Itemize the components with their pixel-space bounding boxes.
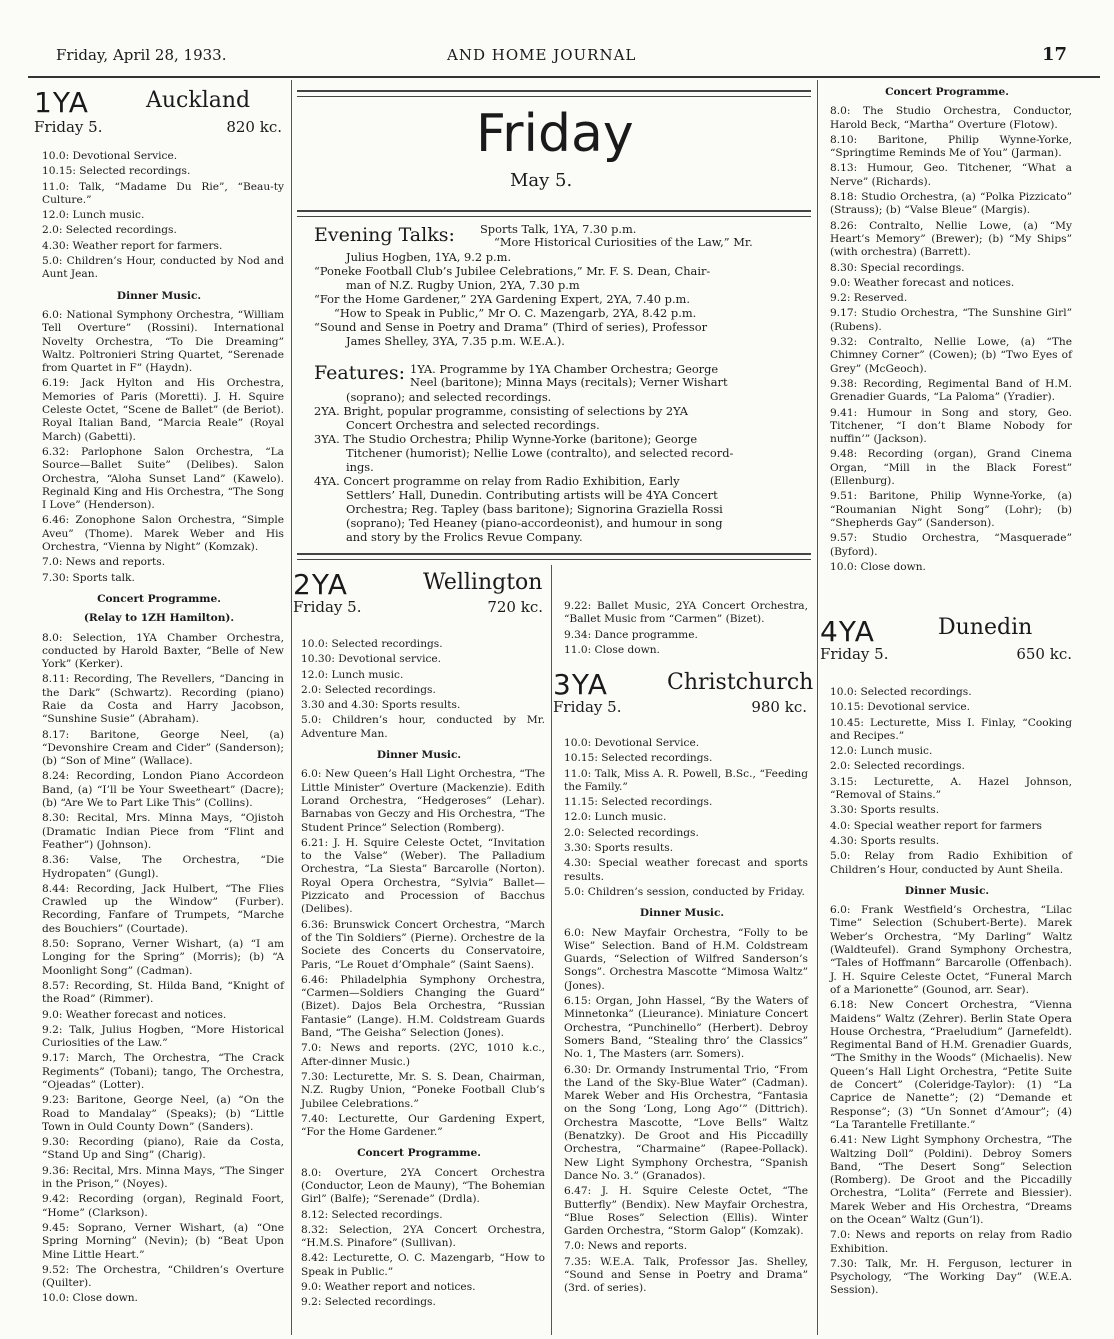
list-1ya-day xyxy=(34,150,284,282)
programme-item: 9.38: Recording, Regimental Band of H.M. Grenadier Guards, “La Paloma” (Yradier). xyxy=(830,377,1072,404)
section-title: Dinner Music. xyxy=(904,884,990,897)
programme-item: 5.0: Children’s session, conducted by Friday. xyxy=(564,885,805,898)
column-rule xyxy=(817,80,818,1335)
station-4ya-heading xyxy=(820,615,1072,671)
programme-item: 7.30: Lecturette, Mr. S. S. Dean, Chairman, N.Z. Rugby Union, “Poneke Football Club’s Jubilee Celebrations.” xyxy=(301,1070,545,1110)
programme-item: 8.17: Baritone, George Neel, (a) “Devonshire Cream and Cider” (Sanderson); (b) “Son of Mine” (Wallace). xyxy=(42,728,284,768)
station-frequency: 820 kc. xyxy=(226,118,282,136)
programme-item: 8.11: Recording, The Revellers, “Dancing in the Dark” (Schwartz). Recording (piano) Raie da Costa and Harry Jacobson, “Sunshine Susie” (Abraham). xyxy=(42,673,284,726)
column-3ya xyxy=(556,737,808,1298)
programme-item: 3.30: Sports results. xyxy=(564,842,674,855)
feature-line: Titchener (humorist); Nellie Lowe (contralto), and selected record- xyxy=(346,446,734,460)
programme-item: 8.0: The Studio Orchestra, Conductor, Harold Beck, “Martha” Overture (Flotow). xyxy=(830,105,1072,131)
list-4ya-dinner xyxy=(822,904,1072,1298)
programme-item: 12.0: Lunch music. xyxy=(830,745,933,758)
programme-item: 5.0: Children’s Hour, conducted by Nod and Aunt Jean. xyxy=(42,255,284,281)
feature-line: 3YA. The Studio Orchestra; Philip Wynne-Yorke (baritone); George xyxy=(314,432,698,446)
station-city: Christchurch xyxy=(667,670,814,695)
programme-item: 3.15: Lecturette, A. Hazel Johnson, “Removal of Stains.” xyxy=(830,775,1072,802)
section-title: Dinner Music. xyxy=(376,749,462,762)
talk-line: “For the Home Gardener,” 2YA Gardening Expert, 2YA, 7.40 p.m. xyxy=(314,292,690,306)
list-2ya-day xyxy=(293,638,545,741)
programme-item: 2.0: Selected recordings. xyxy=(830,760,965,773)
programme-item: 8.10: Baritone, Philip Wynne-Yorke, “Springtime Reminds Me of You” (Jarman). xyxy=(830,133,1072,160)
programme-item: 9.17: Studio Orchestra, “The Sunshine Girl” (Rubens). xyxy=(830,307,1072,333)
programme-item: 12.0: Lunch music. xyxy=(42,209,145,222)
programme-item: 8.50: Soprano, Verner Wishart, (a) “I am Longing for the Spring” (Morris); (b) “A Moonlight Song” (Cadman). xyxy=(42,938,284,977)
talk-line: “More Historical Curiosities of the Law,” Mr. xyxy=(494,235,753,249)
programme-item: 4.30: Sports results. xyxy=(830,834,940,847)
talk-line: man of N.Z. Rugby Union, 2YA, 7.30 p.m xyxy=(346,278,580,292)
station-day: Friday 5. xyxy=(34,118,103,136)
station-frequency: 650 kc. xyxy=(1016,645,1072,663)
feature-line: Settlers’ Hall, Dunedin. Contributing artists will be 4YA Concert xyxy=(346,488,718,502)
talk-line: Sports Talk, 1YA, 7.30 p.m. xyxy=(480,222,637,236)
programme-item: 10.30: Devotional service. xyxy=(301,653,442,666)
programme-item: 10.0: Devotional Service. xyxy=(564,737,700,749)
programme-item: 9.41: Humour in Song and story, Geo. Titchener, “I don’t Blame Nobody for nuffin’” (Jackson). xyxy=(830,406,1072,446)
station-frequency: 720 kc. xyxy=(487,598,543,616)
header-rule xyxy=(28,76,1100,78)
programme-item: 8.57: Recording, St. Hilda Band, “Knight of the Road” (Rimmer). xyxy=(42,979,284,1006)
station-city: Dunedin xyxy=(938,615,1033,640)
programme-item: 5.0: Children’s hour, conducted by Mr. Adventure Man. xyxy=(301,714,545,740)
programme-item: 6.0: Frank Westfield’s Orchestra, “Lilac Time” Selection (Schubert-Berte). Marek Weber’s Orchestra, “My Darling” Waltz (Waldteufel). Grand Symphony Orchestra, “Tales of Hoffmann” Barcarolle (Offenbach). J. H. Squire Celeste Octet, “Funeral March of a Marionette” (Gounod, arr. Sear). xyxy=(830,904,1072,996)
programme-item: 6.0: New Mayfair Orchestra, “Folly to be Wise” Selection. Band of H.M. Coldstream Guards, “Selection of Wilfred Sanderson’s Songs”. Orchestra Mascotte “Mimosa Waltz” (Jones). xyxy=(564,926,808,992)
programme-item: 9.30: Recording (piano), Raie da Costa, “Stand Up and Sing” (Charig). xyxy=(42,1136,284,1162)
programme-item: 7.0: News and reports. xyxy=(564,1240,688,1253)
feature-line: (soprano); and selected recordings. xyxy=(346,390,552,404)
feature-line: 4YA. Concert programme on relay from Radio Exhibition, Early xyxy=(314,474,680,488)
station-call-sign: 2YA xyxy=(293,568,348,601)
programme-item: 10.0: Close down. xyxy=(42,1292,138,1305)
programme-item: 5.0: Relay from Radio Exhibition of Children’s Hour, conducted by Aunt Sheila. xyxy=(830,850,1072,876)
banner-rule-bottom xyxy=(297,210,811,217)
programme-item: 8.0: Overture, 2YA Concert Orchestra (Conductor, Leon de Mauny), “The Bohemian Girl” (Balfe); “Serenade” (Drdla). xyxy=(301,1166,545,1206)
banner-date: May 5. xyxy=(510,170,573,191)
programme-item: 9.32: Contralto, Nellie Lowe, (a) “The Chimney Corner” (Cowen); (b) “Two Eyes of Grey” (McGeoch). xyxy=(830,336,1072,375)
programme-item: 6.32: Parlophone Salon Orchestra, “La Source—Ballet Suite” (Delibes). Salon Orchestra, “Aloha Sunset Land” (Kawelo). Reginald King and His Orchestra, “The Song I Love” (Henderson). xyxy=(42,445,284,512)
programme-item: 8.30: Special recordings. xyxy=(830,261,965,274)
column-3ya-concert xyxy=(822,86,1072,576)
section-title: Concert Programme. xyxy=(97,592,221,605)
programme-item: 9.57: Studio Orchestra, “Masquerade” (Byford). xyxy=(830,532,1072,558)
programme-item: 9.0: Weather report and notices. xyxy=(301,1281,476,1294)
programme-item: 6.47: J. H. Squire Celeste Octet, “The Butterfly” (Bendix). New Mayfair Orchestra, “Blue Roses” Selection (Ellis). Winter Garden Orchestra, “Storm Galop” (Komzak). xyxy=(564,1185,808,1238)
programme-item: 7.0: News and reports. (2YC, 1010 k.c., After-dinner Music.) xyxy=(301,1042,545,1068)
programme-item: 8.0: Selection, 1YA Chamber Orchestra, conducted by Harold Baxter, “Belle of New York” (Kerker). xyxy=(42,631,284,671)
feature-line: 1YA. Programme by 1YA Chamber Orchestra; George xyxy=(410,362,719,376)
programme-item: 9.22: Ballet Music, 2YA Concert Orchestra, “Ballet Music from “Carmen” (Bizet). xyxy=(564,600,808,626)
programme-item: 10.0: Devotional Service. xyxy=(42,150,178,162)
programme-item: 8.12: Selected recordings. xyxy=(301,1208,443,1221)
programme-item: 11.15: Selected recordings. xyxy=(564,796,713,809)
feature-line: 2YA. Bright, popular programme, consisting of selections by 2YA xyxy=(314,404,688,418)
programme-item: 9.42: Recording (organ), Reginald Foort, “Home” (Clarkson). xyxy=(42,1193,284,1219)
column-rule xyxy=(551,565,552,1335)
programme-item: 9.0: Weather forecast and notices. xyxy=(42,1008,227,1021)
talk-line: “Poneke Football Club’s Jubilee Celebrations,” Mr. F. S. Dean, Chair- xyxy=(314,264,711,278)
programme-item: 9.51: Baritone, Philip Wynne-Yorke, (a) “Roumanian Night Song” (Lohr); (b) “Shepherds Gay” (Sanderson). xyxy=(830,490,1072,529)
banner-title: Friday xyxy=(476,104,634,164)
programme-item: 10.15: Devotional service. xyxy=(830,701,971,714)
section-title: Concert Programme. xyxy=(885,86,1009,98)
station-3ya-heading xyxy=(553,668,814,724)
programme-item: 6.19: Jack Hylton and His Orchestra, Memories of Paris (Moretti). J. H. Squire Celeste Octet, “Scene de Ballet” (de Beriot). Royal Italian Band, “Marcia Reale” (Royal March) (Gabetti). xyxy=(42,377,284,443)
programme-item: 11.0: Talk, Miss A. R. Powell, B.Sc., “Feeding the Family.” xyxy=(564,767,808,793)
programme-item: 7.0: News and reports on relay from Radio Exhibition. xyxy=(830,1229,1072,1255)
programme-item: 8.26: Contralto, Nellie Lowe, (a) “My Heart’s Memory” (Brewer); (b) “My Ships” (with orchestra) (Barrett). xyxy=(830,219,1072,259)
programme-item: 8.24: Recording, London Piano Accordeon Band, (a) “I’ll be Your Sweetheart” (Dacre); (b) “Are We to Part Like This” (Collins). xyxy=(42,770,284,810)
programme-item: 4.30: Weather report for farmers. xyxy=(42,239,223,252)
talk-line: James Shelley, 3YA, 7.35 p.m. W.E.A.). xyxy=(346,334,565,348)
publication-title: AND HOME JOURNAL xyxy=(447,46,637,64)
programme-item: 9.17: March, The Orchestra, “The Crack Regiments” (Tobani); tango, The Orchestra, “Ojeadas” (Lotter). xyxy=(42,1052,284,1091)
column-2ya xyxy=(293,638,545,1312)
programme-item: 9.2: Talk, Julius Hogben, “More Historical Curiosities of the Law.” xyxy=(42,1023,284,1050)
station-1ya-heading xyxy=(34,86,282,142)
station-city: Auckland xyxy=(146,88,251,113)
list-2ya-cont xyxy=(556,600,808,657)
programme-item: 7.30: Talk, Mr. H. Ferguson, lecturer in Psychology, “The Working Day” (W.E.A. Session). xyxy=(830,1257,1072,1297)
programme-item: 7.40: Lecturette, Our Gardening Expert, “For the Home Gardener.” xyxy=(301,1112,545,1139)
programme-item: 11.0: Talk, “Madame Du Rie”, “Beau-ty Culture.” xyxy=(42,180,284,206)
programme-item: 6.18: New Concert Orchestra, “Vienna Maidens” Waltz (Zehrer). Berlin State Opera House Orchestra, “Praeludium” (Jarnefeldt). Regimental Band of H.M. Grenadier Guards, “The Smithy in the Woods” (Michaelis). New Queen’s Hall Light Orchestra, “Petite Suite de Concert” (Coleridge-Taylor): (1) “La Caprice de Nanette”; (2) “Demande et Response”; (3) “Un Sonnet d’Amour”; (4) “La Tarantelle Fretillante.” xyxy=(830,999,1072,1131)
station-day: Friday 5. xyxy=(820,645,889,663)
page-header xyxy=(0,0,1114,72)
list-1ya-dinner xyxy=(34,309,284,585)
station-call-sign: 1YA xyxy=(34,86,89,119)
programme-item: 9.23: Baritone, George Neel, (a) “On the Road to Mandalay” (Speaks); (b) “Little Town in Ould County Down” (Sanders). xyxy=(42,1094,284,1133)
section-title: Concert Programme. xyxy=(357,1147,481,1160)
programme-item: 10.15: Selected recordings. xyxy=(564,752,713,765)
station-city: Wellington xyxy=(423,570,543,595)
list-3ya-dinner xyxy=(556,927,808,1296)
list-3ya-day xyxy=(556,737,808,899)
section-title: Dinner Music. xyxy=(639,907,725,920)
programme-item: 12.0: Lunch music. xyxy=(564,811,667,824)
programme-item: 9.36: Recital, Mrs. Minna Mays, “The Singer in the Prison,” (Noyes). xyxy=(42,1164,284,1191)
feature-line: and story by the Frolics Revue Company. xyxy=(346,530,583,544)
programme-item: 7.0: News and reports. xyxy=(42,556,166,569)
programme-item: 10.15: Selected recordings. xyxy=(42,165,191,178)
programme-item: 6.36: Brunswick Concert Orchestra, “March of the Tin Soldiers” (Pierne). Orchestre de la Societe des Concerts du Conservatoire, Paris, “Le Rouet d’Omphale” (Saint Saens). xyxy=(301,918,545,971)
programme-item: 2.0: Selected recordings. xyxy=(42,224,177,237)
list-1ya-concert xyxy=(34,632,284,1306)
features-label: Features: xyxy=(314,362,406,384)
station-day: Friday 5. xyxy=(553,698,622,716)
programme-item: 9.2: Selected recordings. xyxy=(301,1296,436,1309)
talk-line: “Sound and Sense in Poetry and Drama” (Third of series), Professor xyxy=(314,320,708,334)
programme-item: 8.32: Selection, 2YA Concert Orchestra, “H.M.S. Pinafore” (Sullivan). xyxy=(301,1223,545,1250)
programme-item: 9.2: Reserved. xyxy=(830,292,908,305)
column-2ya-continued xyxy=(556,600,808,659)
programme-item: 3.30 and 4.30: Sports results. xyxy=(301,699,461,712)
feature-line: ings. xyxy=(346,460,374,474)
list-2ya-concert xyxy=(293,1167,545,1310)
programme-item: 6.41: New Light Symphony Orchestra, “The Waltzing Doll” (Poldini). Debroy Somers Band, “The Desert Song” Selection (Romberg). De Groot and the Piccadilly Orchestra, “Lolita” (Ferrete and Biessier). Marek Weber and His Orchestra, “Dreams on the Ocean” Waltz (Gun’l). xyxy=(830,1134,1072,1226)
station-call-sign: 4YA xyxy=(820,615,875,648)
programme-item: 10.0: Selected recordings. xyxy=(301,638,443,650)
talks-label: Evening Talks: xyxy=(314,224,455,246)
programme-item: 12.0: Lunch music. xyxy=(301,668,404,681)
programme-item: 8.30: Recital, Mrs. Minna Mays, “Ojistoh (Dramatic Indian Piece from “Flint and Feather”) (Johnson). xyxy=(42,812,284,851)
programme-item: 8.44: Recording, Jack Hulbert, “The Flies Crawled up the Window” (Furber). Recording, Fanfare of Trumpets, “Marche des Bouchiers” (Courtade). xyxy=(42,882,284,935)
list-3ya-concert xyxy=(822,105,1072,574)
issue-date: Friday, April 28, 1933. xyxy=(56,46,227,64)
programme-item: 10.0: Selected recordings. xyxy=(830,686,972,698)
programme-item: 9.0: Weather forecast and notices. xyxy=(830,276,1015,289)
station-frequency: 980 kc. xyxy=(751,698,807,716)
feature-line: (soprano); Ted Heaney (piano-accordeonist), and humour in song xyxy=(346,516,723,530)
list-4ya-day xyxy=(822,686,1072,877)
programme-item: 10.45: Lecturette, Miss I. Finlay, “Cooking and Recipes.” xyxy=(830,716,1072,742)
programme-item: 9.48: Recording (organ), Grand Cinema Organ, “Mill in the Black Forest” (Ellenburg). xyxy=(830,448,1072,488)
programme-item: 6.15: Organ, John Hassel, “By the Waters of Minnetonka” (Lieurance). Miniature Concert Orchestra, “Punchinello” (Herbert). Debroy Somers Band, “Stealing thro’ the Classics” No. 1, The Masters (arr. Somers). xyxy=(564,995,808,1061)
banner-rule-top xyxy=(297,90,811,97)
station-day: Friday 5. xyxy=(293,598,362,616)
programme-item: 4.30: Special weather forecast and sports results. xyxy=(564,857,808,883)
talk-line: Julius Hogben, 1YA, 9.2 p.m. xyxy=(346,250,512,264)
list-2ya-dinner xyxy=(293,768,545,1139)
evening-talks xyxy=(314,222,804,348)
programme-item: 6.30: Dr. Ormandy Instrumental Trio, “From the Land of the Sky-Blue Water” (Cadman). Marek Weber and His Orchestra, “Fantasia on the Song ‘Long, Long Ago’” (Dittrich). Orchestra Mascotte, “Love Bells” Waltz (Benatzky). De Groot and His Piccadilly Orchestra, “Charmaine” (Rapee-Pollack). New Light Symphony Orchestra, “Spanish Dance No. 3.” (Granados). xyxy=(564,1063,808,1182)
programme-item: 7.35: W.E.A. Talk, Professor Jas. Shelley, “Sound and Sense in Poetry and Drama” (3rd. of series). xyxy=(564,1255,808,1295)
programme-item: 9.45: Soprano, Verner Wishart, (a) “One Spring Morning” (Nevin); (b) “Beat Upon Mine Little Heart.” xyxy=(42,1221,284,1261)
programme-item: 3.30: Sports results. xyxy=(830,804,940,817)
programme-item: 6.46: Zonophone Salon Orchestra, “Simple Aveu” (Thome). Marek Weber and His Orchestra, “Vienna by Night” (Komzak). xyxy=(42,514,284,554)
section-subtitle: (Relay to 1ZH Hamilton). xyxy=(83,612,235,625)
page-number: 17 xyxy=(1042,44,1068,65)
programme-item: 8.13: Humour, Geo. Titchener, “What a Nerve” (Richards). xyxy=(830,162,1072,188)
programme-item: 2.0: Selected recordings. xyxy=(301,683,436,696)
station-call-sign: 3YA xyxy=(553,668,608,701)
column-rule xyxy=(291,80,292,1335)
programme-item: 6.0: New Queen’s Hall Light Orchestra, “The Little Minister” Overture (Mackenzie). Edith Lorand Orchestra, “Hedgeroses” (Lehar). Barnabas von Geczy and His Orchestra, “The Student Prince” Selection (Romberg). xyxy=(301,768,545,834)
programme-item: 9.34: Dance programme. xyxy=(564,628,698,641)
programme-item: 11.0: Close down. xyxy=(564,643,660,656)
feature-line: Orchestra; Reg. Tapley (bass baritone); Signorina Graziella Rossi xyxy=(346,502,723,516)
station-2ya-heading xyxy=(293,568,543,624)
programme-item: 6.46: Philadelphia Symphony Orchestra, “Carmen—Soldiers Changing the Guard” (Bizet). Dajos Bela Orchestra, “Russian Fantasie” (Lange). H.M. Coldstream Guards Band, “The Geisha” Selection (Jones). xyxy=(301,973,545,1040)
features xyxy=(314,362,806,544)
programme-item: 9.52: The Orchestra, “Children’s Overture (Quilter). xyxy=(42,1263,284,1290)
programme-item: 8.36: Valse, The Orchestra, “Die Hydropaten” (Gungl). xyxy=(42,854,284,880)
column-4ya xyxy=(822,686,1072,1300)
programme-item: 10.0: Close down. xyxy=(830,560,926,573)
programme-item: 7.30: Sports talk. xyxy=(42,571,135,584)
programme-item: 6.21: J. H. Squire Celeste Octet, “Invitation to the Valse” (Weber). The Palladium Orchestra, “La Siesta” Barcarolle (Norton). Royal Opera Orchestra, “Sylvia” Ballet—Pizzicato and Procession of Bacchus (Delibes). xyxy=(301,836,545,916)
column-1ya xyxy=(34,150,284,1308)
programme-item: 6.0: National Symphony Orchestra, “William Tell Overture” (Rossini). International Novelty Orchestra, “To Die Dreaming” Waltz. Poltronieri String Quartet, “Serenade from Quartet in F” (Haydn). xyxy=(42,308,284,375)
programme-item: 4.0: Special weather report for farmers xyxy=(830,819,1042,832)
feature-line: Concert Orchestra and selected recordings. xyxy=(346,418,600,432)
programme-item: 2.0: Selected recordings. xyxy=(564,826,699,839)
talk-line: “How to Speak in Public,” Mr O. C. Mazengarb, 2YA, 8.42 p.m. xyxy=(334,306,697,320)
section-title: Dinner Music. xyxy=(116,289,202,302)
features-rule xyxy=(297,553,811,560)
programme-item: 8.42: Lecturette, O. C. Mazengarb, “How to Speak in Public.” xyxy=(301,1252,545,1278)
programme-item: 8.18: Studio Orchestra, (a) “Polka Pizzicato” (Strauss); (b) “Valse Bleue” (Margis). xyxy=(830,191,1072,217)
feature-line: Neel (baritone); Minna Mays (recitals); Verner Wishart xyxy=(410,375,728,389)
